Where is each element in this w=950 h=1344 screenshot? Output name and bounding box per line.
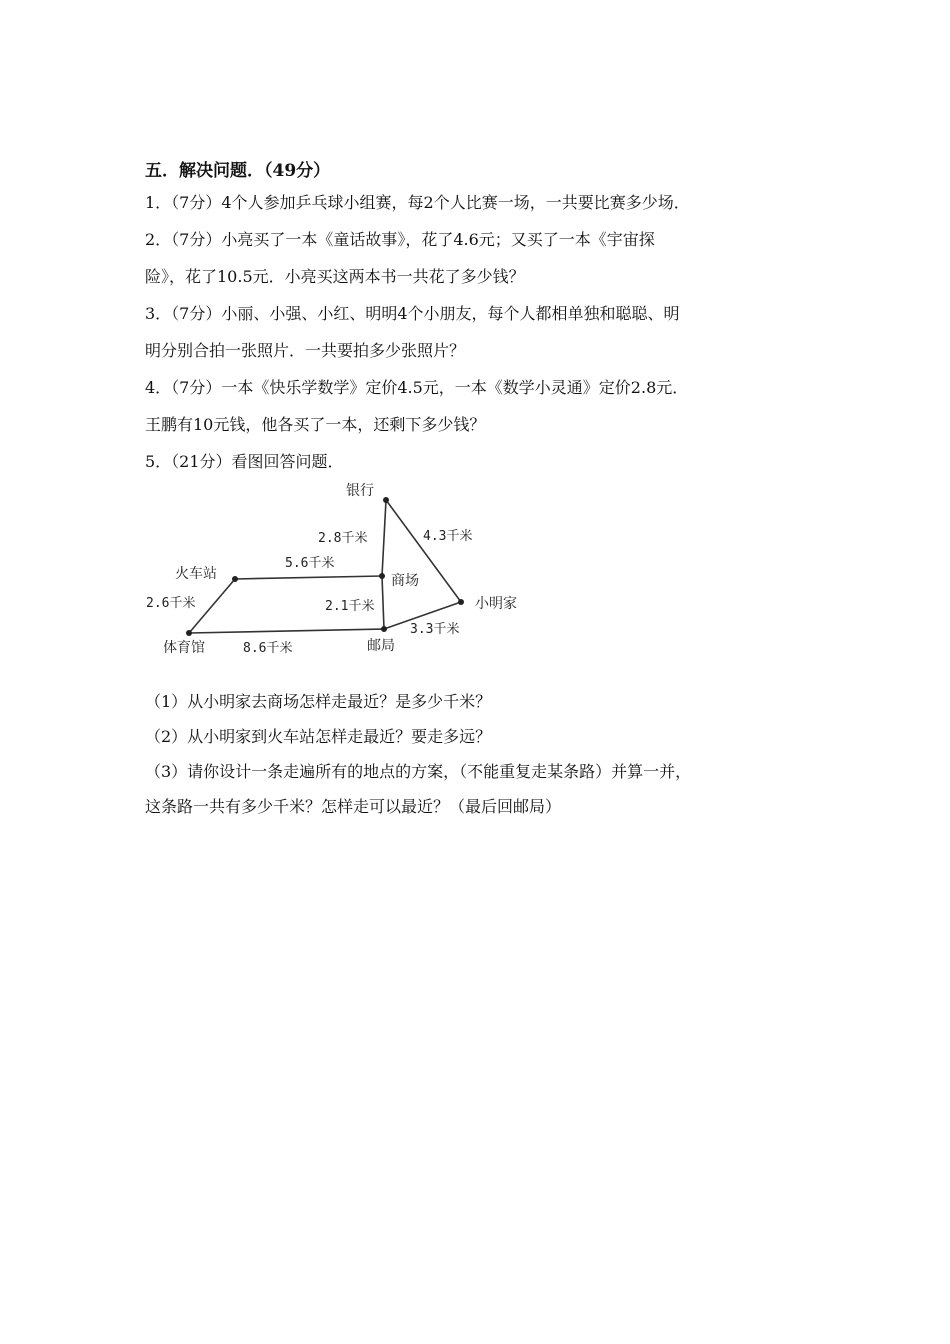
point-post (381, 626, 387, 632)
question-2-line-2: 险》，花了10.5元．小亮买这两本书一共花了多少钱？ (145, 267, 525, 286)
sub-question-3-cont: 这条路一共有多少千米？怎样走可以最近？（最后回邮局） (145, 797, 562, 816)
sub-question-3: （3）请你设计一条走遍所有的地点的方案，（不能重复走某条路）并算一并， (145, 762, 692, 781)
label-post: 邮局 (367, 638, 395, 654)
point-station (232, 576, 238, 582)
point-mall (379, 573, 385, 579)
road-station-mall (235, 576, 382, 579)
question-4-line-2: 王鹏有10元钱，他各买了一本，还剩下多少钱？ (145, 415, 486, 434)
road-station-gym (189, 579, 235, 633)
dist-station-gym: 2.6千米 (146, 596, 196, 611)
problem-section (145, 158, 835, 829)
dist-post-home: 3.3千米 (410, 622, 460, 637)
route-map (145, 481, 545, 671)
dist-station-mall: 5.6千米 (285, 556, 335, 571)
label-mall: 商场 (391, 573, 419, 589)
road-mall-bank (382, 500, 386, 576)
label-home: 小明家 (475, 596, 517, 612)
point-gym (186, 630, 192, 636)
dist-mall-post: 2.1千米 (325, 599, 375, 614)
question-4-line-1: 4．（7分）一本《快乐学数学》定价4.5元，一本《数学小灵通》定价2.8元． (145, 378, 689, 397)
section-title: 五．解决问题．（49分） (145, 161, 331, 181)
question-2-line-1: 2．（7分）小亮买了一本《童话故事》，花了4.6元；又买了一本《宇宙探 (145, 230, 655, 249)
label-station: 火车站 (175, 566, 217, 582)
dist-bank-home: 4.3千米 (423, 529, 473, 544)
dist-gym-post: 8.6千米 (243, 641, 293, 656)
road-gym-post (189, 629, 384, 633)
question-4 (145, 375, 835, 438)
label-bank: 银行 (346, 483, 374, 499)
question-3 (145, 301, 835, 364)
question-1 (145, 190, 835, 216)
label-gym: 体育馆 (163, 640, 205, 656)
point-home (458, 599, 464, 605)
dist-mall-bank: 2.8千米 (318, 531, 368, 546)
point-bank (383, 497, 389, 503)
question-3-line-1: 3．（7分）小丽、小强、小红、明明4个小朋友，每个人都相单独和聪聪、明 (145, 304, 680, 323)
road-mall-post (382, 576, 384, 629)
sub-question-1: （1）从小明家去商场怎样走最近？是多少千米？ (145, 692, 492, 711)
question-1-line-1: 1．（7分）4个人参加乒乓球小组赛，每2个人比赛一场，一共要比赛多少场． (145, 193, 690, 212)
sub-questions (145, 689, 835, 820)
question-5-line-1: 5．（21分）看图回答问题． (145, 452, 344, 471)
question-5 (145, 449, 835, 475)
question-3-line-2: 明分别合拍一张照片．一共要拍多少张照片？ (145, 341, 466, 360)
sub-question-2: （2）从小明家到火车站怎样走最近？要走多远？ (145, 727, 492, 746)
question-2 (145, 227, 835, 290)
